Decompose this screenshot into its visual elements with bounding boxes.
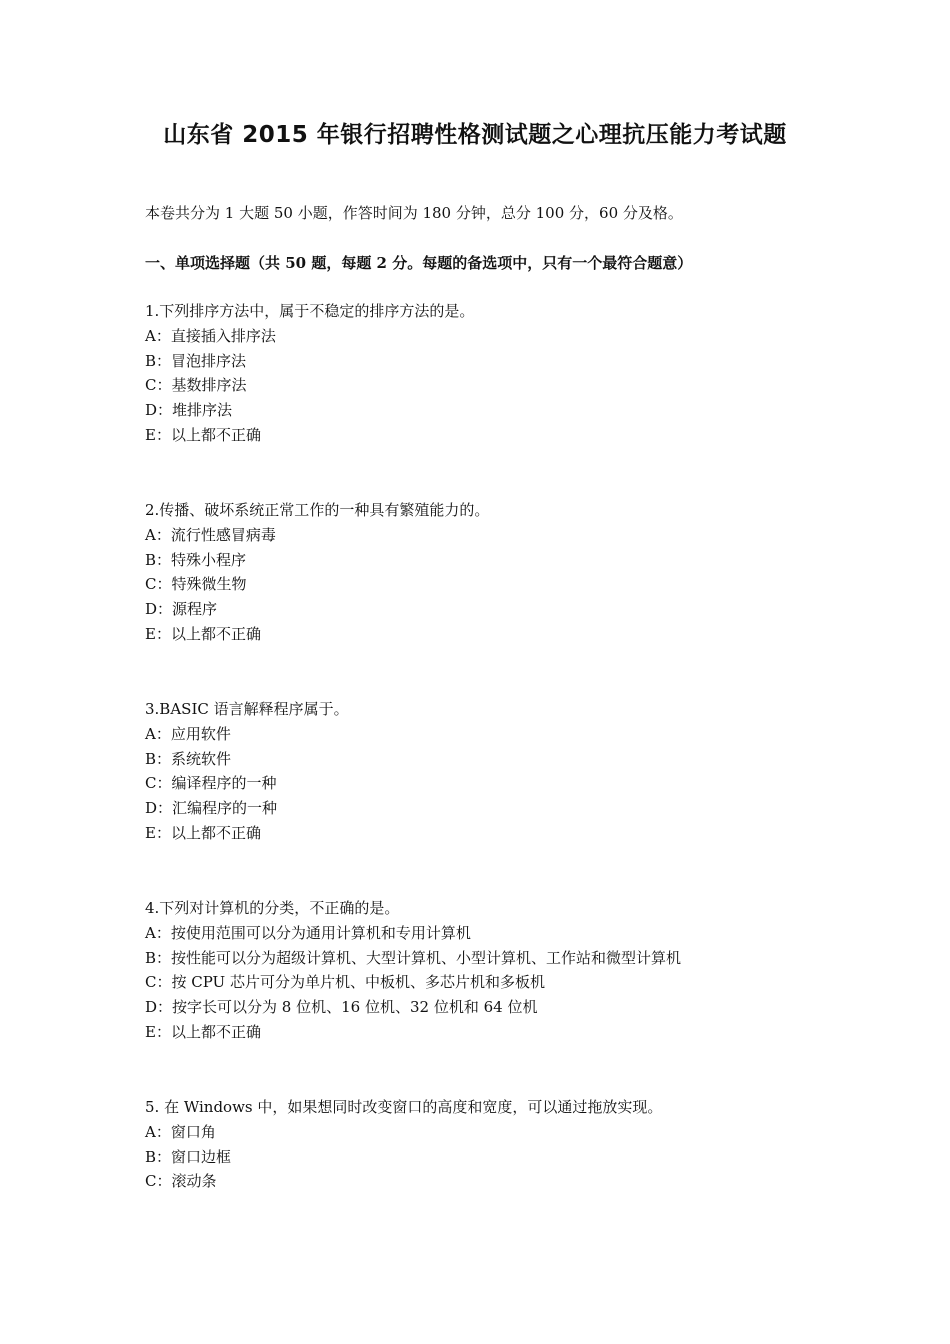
- question-1: [145, 299, 865, 448]
- option-b: B：冒泡排序法: [145, 351, 247, 370]
- question-text: 2.传播、破坏系统正常工作的一种具有繁殖能力的。: [145, 501, 490, 519]
- option-e: E：以上都不正确: [145, 823, 261, 842]
- question-text: 4.下列对计算机的分类，不正确的是。: [145, 899, 400, 917]
- option-c: C：特殊微生物: [145, 575, 247, 594]
- option-c: C：基数排序法: [145, 376, 247, 395]
- option-b: B：按性能可以分为超级计算机、大型计算机、小型计算机、工作站和微型计算机: [145, 948, 682, 967]
- option-a: A：直接插入排序法: [145, 326, 276, 345]
- option-e: E：以上都不正确: [145, 624, 261, 643]
- section-title: 一、单项选择题（共 50 题，每题 2 分。每题的备选项中，只有一个最符合题意）: [145, 254, 693, 272]
- option-a: A：按使用范围可以分为通用计算机和专用计算机: [145, 923, 471, 942]
- question-text: 3.BASIC 语言解释程序属于。: [145, 700, 349, 718]
- option-c: C：滚动条: [145, 1172, 217, 1191]
- option-a: A：窗口角: [145, 1122, 216, 1141]
- option-d: D：汇编程序的一种: [145, 799, 278, 818]
- exam-intro: 本卷共分为 1 大题 50 小题，作答时间为 180 分钟，总分 100 分，60 分及格。: [145, 204, 683, 222]
- option-c: C：编译程序的一种: [145, 774, 277, 793]
- option-b: B：窗口边框: [145, 1147, 232, 1166]
- document-title: 山东省 2015 年银行招聘性格测试题之心理抗压能力考试题: [163, 122, 787, 148]
- option-d: D：源程序: [145, 600, 218, 619]
- question-3: [145, 697, 865, 846]
- option-a: A：应用软件: [145, 724, 231, 743]
- option-c: C：按 CPU 芯片可分为单片机、中板机、多芯片机和多板机: [145, 973, 545, 992]
- option-b: B：系统软件: [145, 749, 232, 768]
- question-text: 5. 在 Windows 中，如果想同时改变窗口的高度和宽度，可以通过拖放实现。: [145, 1098, 663, 1116]
- option-d: D：按字长可以分为 8 位机、16 位机、32 位机和 64 位机: [145, 998, 538, 1017]
- option-e: E：以上都不正确: [145, 1022, 261, 1041]
- option-d: D：堆排序法: [145, 401, 233, 420]
- question-text: 1.下列排序方法中，属于不稳定的排序方法的是。: [145, 302, 475, 320]
- question-2: [145, 498, 865, 647]
- question-4: [145, 896, 865, 1045]
- option-a: A：流行性感冒病毒: [145, 525, 276, 544]
- option-b: B：特殊小程序: [145, 550, 247, 569]
- question-5: [145, 1095, 865, 1194]
- option-e: E：以上都不正确: [145, 425, 261, 444]
